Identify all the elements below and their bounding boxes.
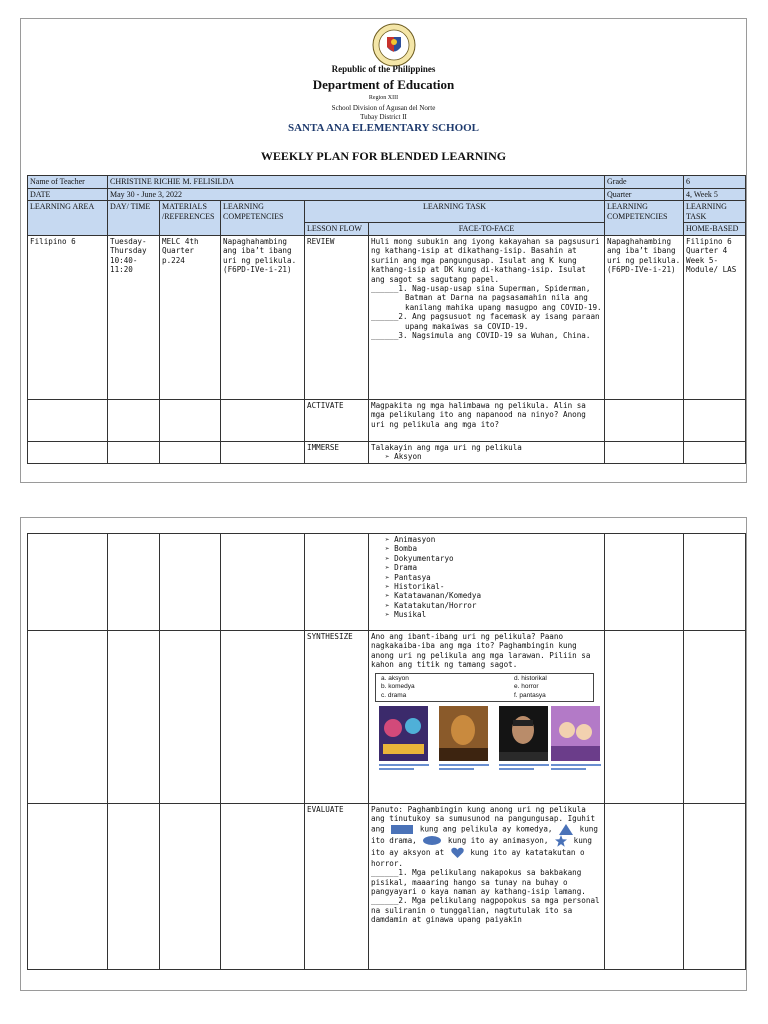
col-competencies-2: LEARNING COMPETENCIES (605, 201, 684, 236)
list-item: ➢ Historikal- (385, 582, 445, 592)
school-name: SANTA ANA ELEMENTARY SCHOOL (287, 122, 480, 134)
flow-evaluate: EVALUATE (305, 804, 369, 970)
empty-cell (605, 441, 684, 463)
col-learning-task: LEARNING TASK (305, 201, 605, 223)
list-item: ➢ Katatakutan/Horror (385, 600, 477, 610)
day-time-cell: Tuesday-Thursday 10:40-11:20 (108, 235, 160, 399)
movie-poster-1 (379, 706, 428, 761)
movie-poster-3 (499, 706, 548, 761)
page-1 (20, 18, 747, 483)
poster-caption (551, 764, 601, 772)
immerse-list (369, 534, 605, 631)
empty-cell (605, 534, 684, 631)
grade-value: 6 (684, 176, 746, 189)
star-shape (555, 835, 567, 847)
grade-label: Grade (605, 176, 684, 189)
flow-synthesize: SYNTHESIZE (305, 631, 369, 804)
choice-d: d. historikal (514, 674, 547, 682)
immerse-intro: Talakayin ang mga uri ng pelikula (371, 442, 522, 452)
choice-c: c. drama (381, 691, 407, 699)
quarter-value: 4, Week 5 (684, 188, 746, 201)
division-line: School Division of Agusan del Norte (331, 104, 436, 112)
learning-area-cell: Filipino 6 (28, 235, 108, 399)
empty-cell (684, 441, 746, 463)
empty-cell (108, 631, 160, 804)
synthesize-text: Ano ang ibant-ibang uri ng pelikula? Paano nagkakaiba-iba ang mga ito? Paghambingin kung anong uri ng pelikula ang mga larawan. Piliin sa kahon ang titik ng tamang sagot. (371, 632, 591, 670)
empty-cell (221, 534, 305, 631)
empty-cell (684, 399, 746, 441)
date-label: DATE (28, 188, 108, 201)
review-intro: Huli mong subukin ang iyong kakayahan sa pagsusuri ng kathang-isip at dikathang-isip. Basahin at suriin ang mga pangungusap. Isulat ang K kung kathang-isip at DK kung di-kathang-isip. Isulat ang sagot sa sagutang papel. (371, 236, 600, 284)
choice-e: e. horror (514, 683, 539, 691)
synthesize-content (369, 631, 605, 804)
empty-cell (305, 534, 369, 631)
arrow-bullet-icon: ➢ (385, 544, 395, 554)
col-day-time: DAY/ TIME (108, 201, 160, 236)
movie-poster-4 (551, 706, 600, 761)
empty-cell (684, 804, 746, 970)
choices-box (375, 673, 594, 702)
empty-cell (160, 441, 221, 463)
quarter-label: Quarter (605, 188, 684, 201)
competency-cell-2: Napaghahambing ang iba’t ibang uri ng pelikula. (F6PD-IVe-i-21) (605, 235, 684, 399)
empty-cell (684, 534, 746, 631)
arrow-bullet-icon: ➢ (385, 535, 395, 544)
district-line: Tubay District II (360, 113, 407, 121)
page-2 (20, 517, 747, 991)
col-lesson-flow: LESSON FLOW (305, 223, 369, 236)
teacher-name: CHRISTINE RICHIE M. FELISILDA (108, 176, 605, 189)
empty-cell (605, 631, 684, 804)
empty-cell (108, 399, 160, 441)
deped-seal (372, 23, 416, 67)
flow-review: REVIEW (305, 235, 369, 399)
oval-shape (423, 836, 441, 845)
empty-cell (28, 804, 108, 970)
arrow-bullet-icon: ➢ (385, 600, 395, 610)
competency-cell: Napaghahambing ang iba’t ibang uri ng pelikula. (F6PD-IVe-i-21) (221, 235, 305, 399)
list-item: ➢ Animasyon (385, 535, 436, 544)
evaluate-instructions: Panuto: Paghambingin kung anong uri ng pelikula ang tinutukoy sa sumusunod na pangungusap. Iguhit ang kung ang pelikula ay komedya, kung ito drama, kung ito ay animasyon, kung ito ay aksyon at kung ito ay katatakutan o horror. (371, 805, 598, 868)
empty-cell (605, 804, 684, 970)
empty-cell (160, 631, 221, 804)
arrow-bullet-icon: ➢ (385, 563, 395, 573)
evaluate-content (369, 804, 605, 970)
col-competencies: LEARNING COMPETENCIES (221, 201, 305, 236)
department-line: Department of Education (312, 77, 455, 92)
arrow-bullet-icon: ➢ (385, 452, 395, 462)
empty-cell (160, 399, 221, 441)
date-value: May 30 - June 3, 2022 (108, 188, 605, 201)
col-face-to-face: FACE-TO-FACE (369, 223, 605, 236)
empty-cell (221, 399, 305, 441)
empty-cell (108, 441, 160, 463)
immerse-content (369, 441, 605, 463)
choice-f: f. pantasya (514, 691, 546, 699)
list-item: ➢ Bomba (385, 544, 418, 554)
empty-cell (684, 631, 746, 804)
activate-content: Magpakita ng mga halimbawa ng pelikula. Alin sa mga pelikulang ito ang napanood na ninyo? Anong uri ng pelikula ang mga ito? (369, 399, 605, 441)
poster-caption (439, 764, 489, 772)
empty-cell (28, 534, 108, 631)
list-item: ➢ Pantasya (385, 572, 431, 582)
heart-shape (451, 847, 464, 859)
arrow-bullet-icon: ➢ (385, 553, 395, 563)
weekly-plan-table-continued (27, 533, 746, 970)
review-item-1: ______1. Nag-usap-usap sina Superman, Spiderman, Batman at Darna na pagsasamahin nila ang kanilang mahika upang masugpo ang COVID-19. (371, 284, 602, 312)
teacher-label: Name of Teacher (28, 176, 108, 189)
movie-posters (371, 706, 602, 776)
list-item: ➢ Musikal (385, 610, 427, 620)
empty-cell (605, 399, 684, 441)
evaluate-question-1: ______1. Mga pelikulang nakapokus sa bakbakang pisikal, maaaring hango sa tunay na buhay o pangyayari o kaya naman ay kathang-isip lamang. (371, 868, 586, 897)
weekly-plan-table (27, 175, 746, 464)
col-learning-task-2: LEARNING TASK (684, 201, 746, 223)
evaluate-question-2: ______2. Mga pelikulang nagpopokus sa mga personal na suliranin o tunggalian, nagtutulak ito sa damdamin at ginawa upang paiyakin (371, 896, 600, 925)
list-item: ➢ Drama (385, 563, 418, 573)
flow-activate: ACTIVATE (305, 399, 369, 441)
empty-cell (221, 804, 305, 970)
empty-cell (160, 534, 221, 631)
col-home-based: HOME-BASED (684, 223, 746, 236)
triangle-shape (559, 824, 573, 835)
empty-cell (221, 441, 305, 463)
arrow-bullet-icon: ➢ (385, 591, 395, 601)
home-based-cell: Filipino 6 Quarter 4 Week 5- Module/ LAS (684, 235, 746, 399)
review-item-3: ______3. Nagsimula ang COVID-19 sa Wuhan, China. (371, 331, 591, 341)
plan-title: WEEKLY PLAN FOR BLENDED LEARNING (260, 149, 507, 163)
empty-cell (108, 534, 160, 631)
review-content (369, 235, 605, 399)
list-item: ➢ Katatawanan/Komedya (385, 591, 482, 601)
empty-cell (28, 441, 108, 463)
region-line: Region XIII (368, 95, 399, 101)
empty-cell (28, 399, 108, 441)
empty-cell (221, 631, 305, 804)
choice-b: b. komedya (381, 683, 415, 691)
list-item: ➢ Dokyumentaryo (385, 553, 454, 563)
list-item: ➢ Aksyon (385, 452, 422, 462)
rectangle-shape (391, 825, 413, 834)
republic-line: Republic of the Philippines (331, 64, 436, 74)
empty-cell (28, 631, 108, 804)
movie-poster-2 (439, 706, 488, 761)
empty-cell (160, 804, 221, 970)
materials-cell: MELC 4th Quarter p.224 (160, 235, 221, 399)
col-learning-area: LEARNING AREA (28, 201, 108, 236)
empty-cell (108, 804, 160, 970)
flow-immerse: IMMERSE (305, 441, 369, 463)
col-materials: MATERIALS /REFERENCES (160, 201, 221, 236)
choice-a: a. aksyon (381, 674, 409, 682)
poster-caption (379, 764, 429, 772)
poster-caption (499, 764, 549, 772)
review-item-2: ______2. Ang pagsusuot ng facemask ay isang paraan upang makaiwas sa COVID-19. (371, 312, 600, 331)
arrow-bullet-icon: ➢ (385, 610, 395, 620)
arrow-bullet-icon: ➢ (385, 572, 395, 582)
arrow-bullet-icon: ➢ (385, 582, 395, 592)
